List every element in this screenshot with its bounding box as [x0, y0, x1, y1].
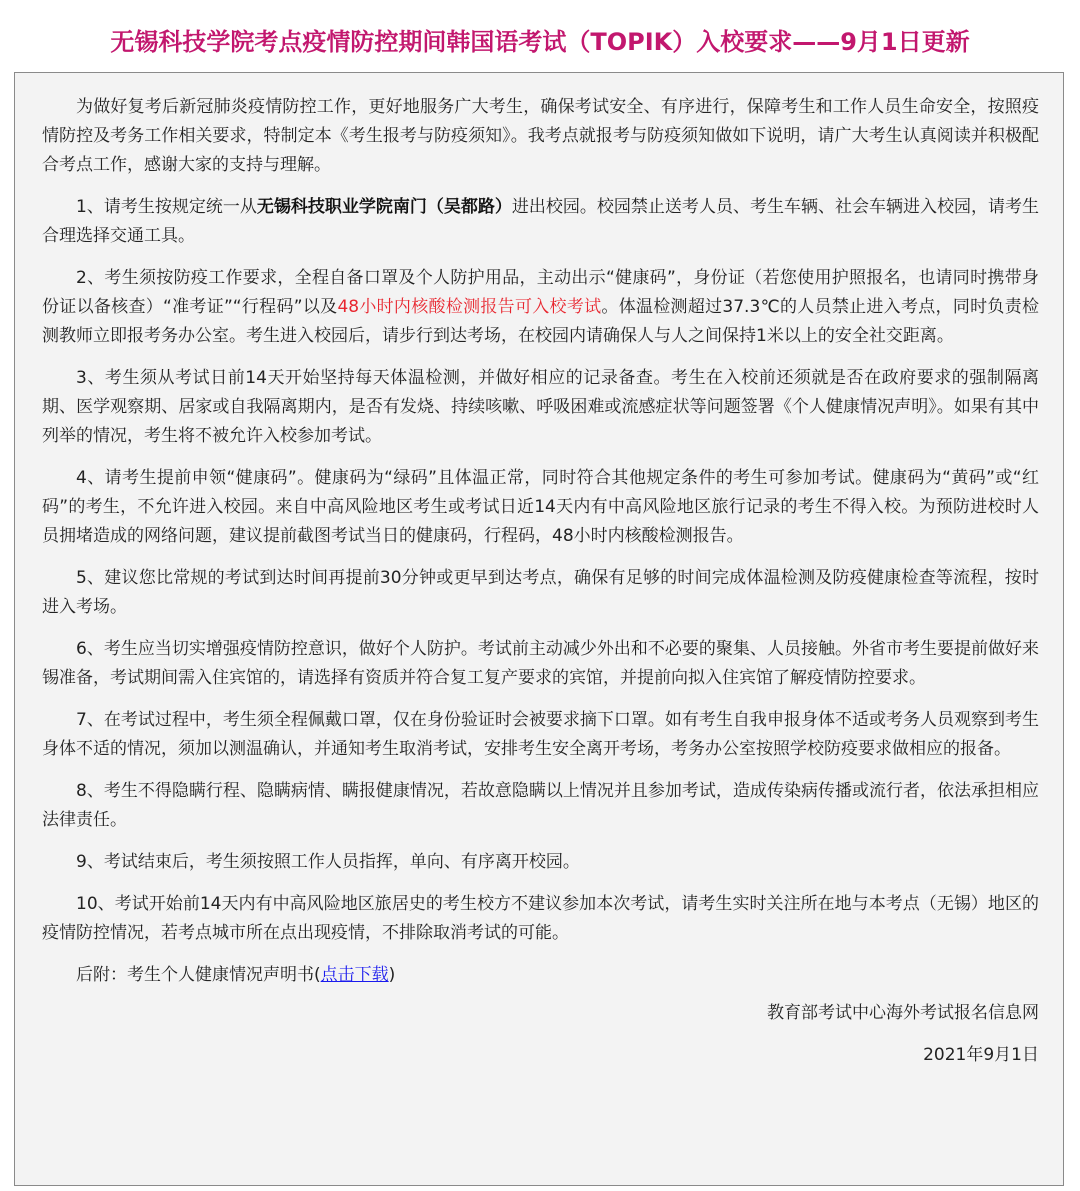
item-2-text: 2、考生须按防疫工作要求，全程自备口罩及个人防护用品，主动出示“健康码”，身份证（若您使用护照报名，也请同时携带身份证以备核查）“准考证”“行程码”以及 — [42, 268, 1039, 317]
item-7: 7、在考试过程中，考生须全程佩戴口罩，仅在身份验证时会被要求摘下口罩。如有考生自我申报身体不适或考务人员观察到考生身体不适的情况，须加以测温确认，并通知考生取消考试，安排考生安全离开考场，考务办公室按照学校防疫要求做相应的报备。 — [42, 710, 1039, 759]
item-10: 10、考试开始前14天内有中高风险地区旅居史的考生校方不建议参加本次考试，请考生实时关注所在地与本考点（无锡）地区的疫情防控情况，若考点城市所在点出现疫情，不排除取消考试的可能。 — [42, 894, 1039, 943]
item-5: 5、建议您比常规的考试到达时间再提前30分钟或更早到达考点，确保有足够的时间完成体温检测及防疫健康检查等流程，按时进入考场。 — [42, 568, 1039, 617]
download-link[interactable]: 点击下载 — [320, 965, 389, 985]
notice-box — [14, 72, 1064, 1186]
item-2-nucleic-acid-highlight: 48小时内核酸检测报告可入校考试 — [337, 297, 602, 317]
date: 2021年9月1日 — [923, 1045, 1039, 1065]
attachment-close-paren: ) — [388, 965, 396, 985]
item-2 — [42, 264, 1039, 351]
item-1-text: 1、请考生按规定统一从 — [76, 197, 257, 217]
attachment-open-paren: ( — [314, 965, 321, 985]
item-3: 3、考生须从考试日前14天开始坚持每天体温检测，并做好相应的记录备查。考生在入校前还须就是否在政府要求的强制隔离期、医学观察期、居家或自我隔离期内，是否有发烧、持续咳嗽、呼吸困难或流感症状等问题签署《个人健康情况声明》。如果有其中列举的情况，考生将不被允许入校参加考试。 — [42, 368, 1039, 446]
item-1-text-cont: 进出校园。校园禁止送考人员、考生车辆、社会车辆进入校园，请考生合理选择交通工具。 — [42, 197, 1039, 246]
intro-paragraph: 为做好复考后新冠肺炎疫情防控工作，更好地服务广大考生，确保考试安全、有序进行，保障考生和工作人员生命安全，按照疫情防控及考务工作相关要求，特制定本《考生报考与防疫须知》。我考点就报考与防疫须知做如下说明，请广大考生认真阅读并积极配合考点工作，感谢大家的支持与理解。 — [42, 97, 1039, 175]
item-1-gate-emphasis: 无锡科技职业学院南门（吴都路） — [256, 197, 512, 217]
item-8: 8、考生不得隐瞒行程、隐瞒病情、瞒报健康情况，若故意隐瞒以上情况并且参加考试，造成传染病传播或流行者，依法承担相应法律责任。 — [42, 781, 1039, 830]
item-6: 6、考生应当切实增强疫情防控意识，做好个人防护。考试前主动减少外出和不必要的聚集、人员接触。外省市考生要提前做好来锡准备，考试期间需入住宾馆的，请选择有资质并符合复工复产要求的宾馆，并提前向拟入住宾馆了解疫情防控要求。 — [42, 639, 1039, 688]
signature: 教育部考试中心海外考试报名信息网 — [767, 1003, 1039, 1023]
page-title: 无锡科技学院考点疫情防控期间韩国语考试（TOPIK）入校要求——9月1日更新 — [110, 28, 970, 56]
attachment-line — [42, 961, 1039, 990]
attachment-label: 后附：考生个人健康情况声明书 — [76, 965, 314, 985]
item-1 — [42, 193, 1039, 251]
item-9: 9、考试结束后，考生须按照工作人员指挥，单向、有序离开校园。 — [76, 852, 580, 872]
item-4: 4、请考生提前申领“健康码”。健康码为“绿码”且体温正常，同时符合其他规定条件的考生可参加考试。健康码为“黄码”或“红码”的考生，不允许进入校园。来自中高风险地区考生或考试日近14天内有中高风险地区旅行记录的考生不得入校。为预防进校时人员拥堵造成的网络问题，建议提前截图考试当日的健康码，行程码，48小时内核酸检测报告。 — [42, 468, 1039, 546]
item-2-text-cont: 。体温检测超过37.3℃的人员禁止进入考点，同时负责检测教师立即报考务办公室。考生进入校园后，请步行到达考场，在校园内请确保人与人之间保持1米以上的安全社交距离。 — [42, 297, 1039, 346]
